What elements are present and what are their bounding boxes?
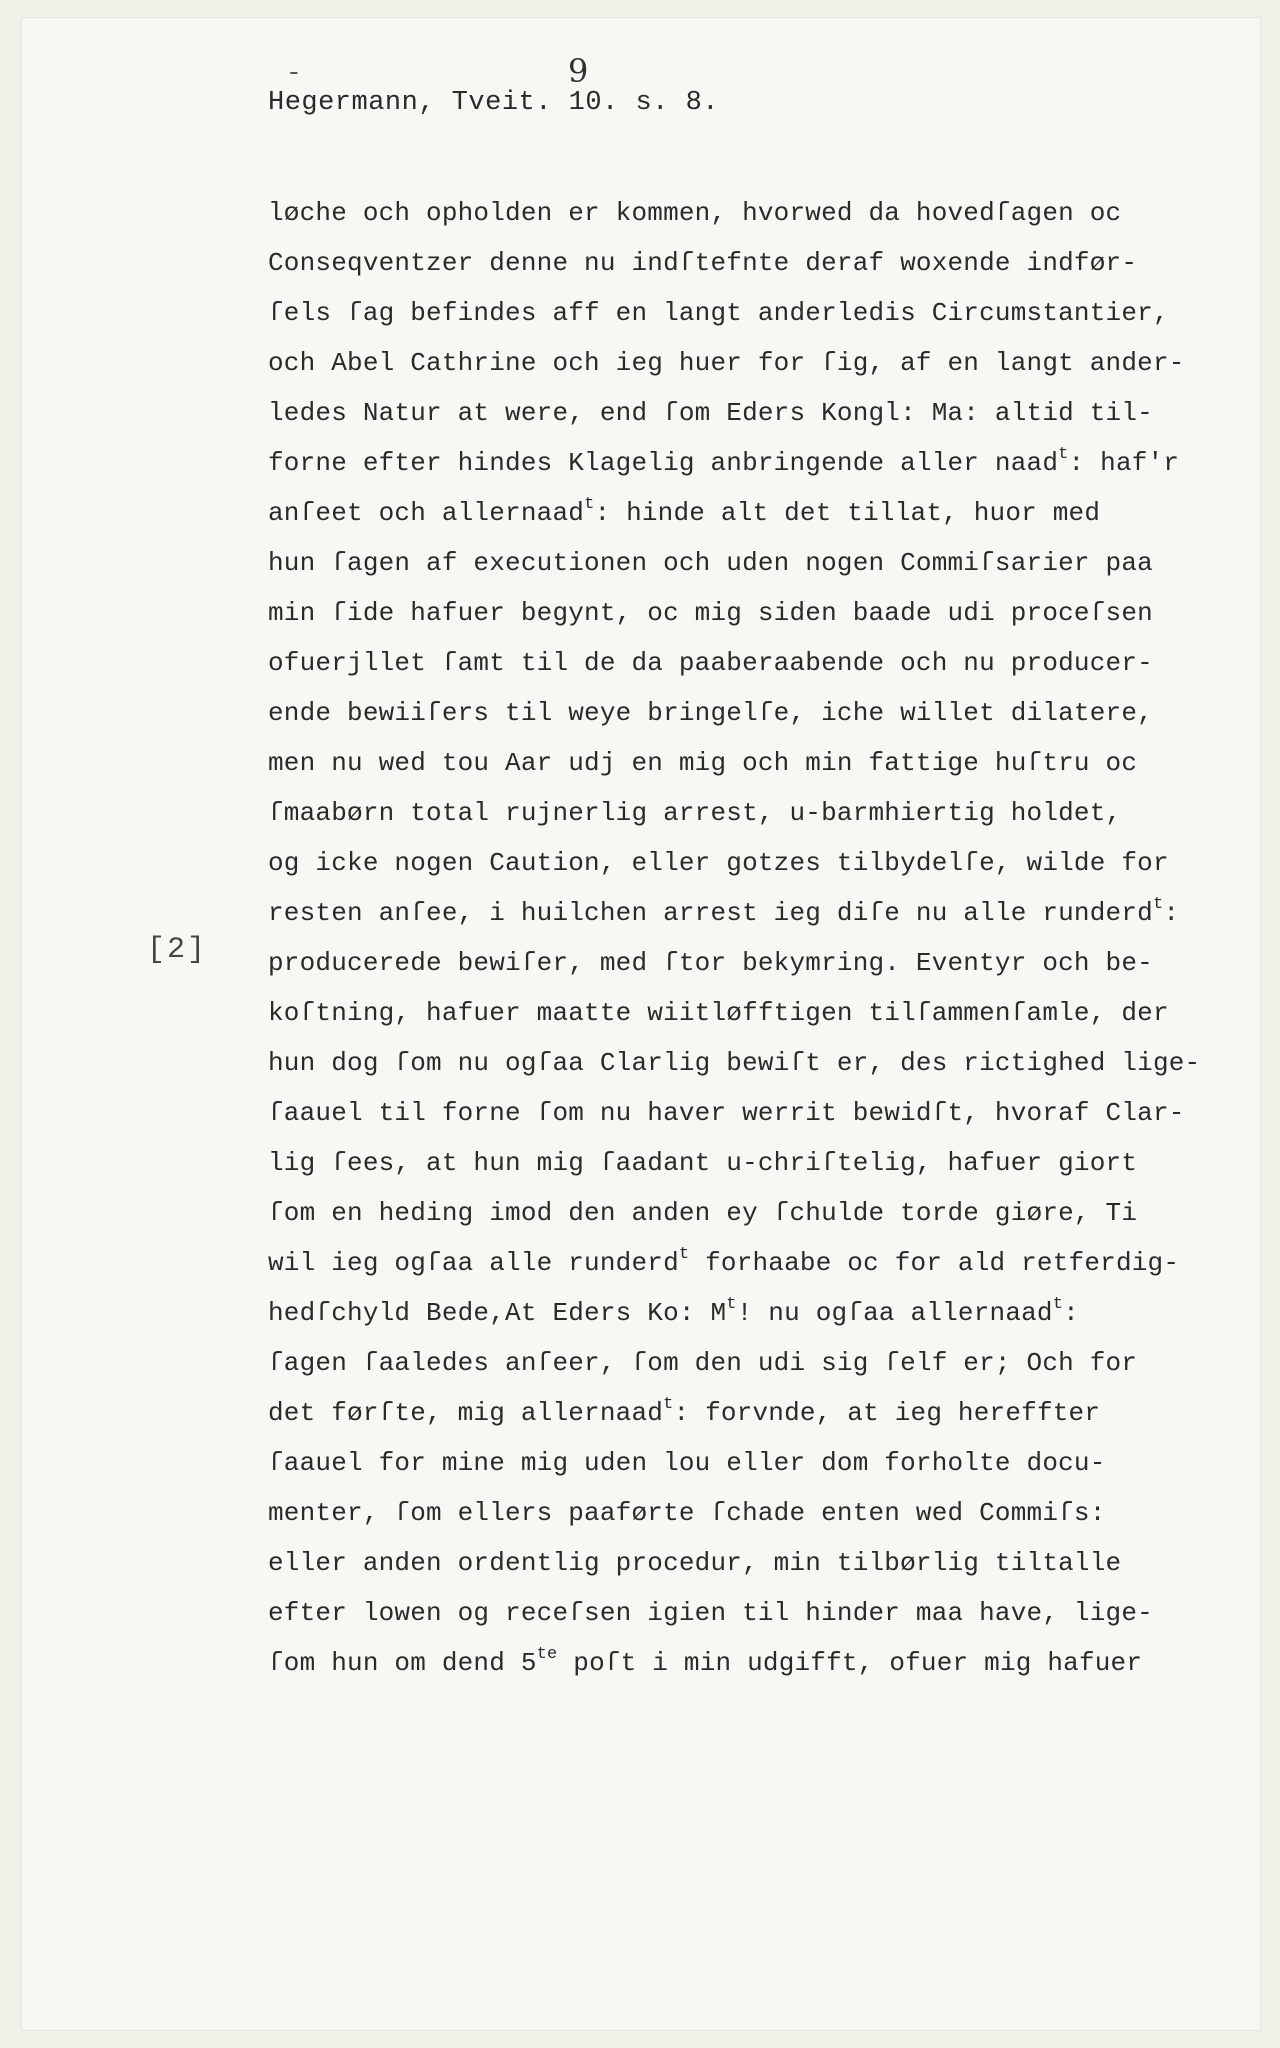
- line-text-continued: : forvnde, at ieg hereffter: [673, 1398, 1101, 1428]
- document-page: [22, 18, 1260, 2030]
- text-line: [268, 1338, 1148, 1388]
- line-text: ſmaabørn total rujnerlig arrest, u-barmhiertig holdet,: [268, 798, 1122, 828]
- text-line: [268, 1588, 1153, 1638]
- text-line: [268, 1288, 1148, 1338]
- line-text: ſaauel til forne ſom nu haver werrit bewidſt, hvoraf Clar-: [268, 1098, 1185, 1128]
- superscript: t: [663, 1395, 674, 1414]
- text-line: [268, 388, 1153, 438]
- line-text: producerede bewiſer, med ſtor bekymring. Eventyr och be-: [268, 948, 1153, 978]
- text-line: [268, 1238, 1180, 1288]
- line-text-continued: poſt i min udgifft, ofuer mig hafuer: [557, 1648, 1143, 1678]
- line-text: koſtning, hafuer maatte wiitløfftigen tilſammenſamle, der: [268, 998, 1169, 1028]
- line-text-continued: : hinde alt det tillat, huor med: [594, 498, 1101, 528]
- line-text: menter, ſom ellers paaførte ſchade enten wed Commiſs:: [268, 1498, 1106, 1528]
- line-text: ofuerjllet ſamt til de da paaberaabende och nu producer-: [268, 648, 1153, 678]
- line-text: ſels ſag befindes aff en langt anderledis Circumstantier,: [268, 298, 1169, 328]
- line-text-continued: :: [1163, 898, 1180, 928]
- line-text: forne efter hindes Klagelig anbringende aller naad: [268, 448, 1059, 478]
- line-text: och Abel Cathrine och ieg huer for ſig, af en langt ander-: [268, 348, 1185, 378]
- line-text: lig ſees, at hun mig ſaadant u-chriſtelig, hafuer giort: [268, 1148, 1138, 1178]
- line-text: ende bewiiſers til weye bringelſe, iche willet dilatere,: [268, 698, 1153, 728]
- line-text: ſom hun om dend 5: [268, 1648, 537, 1678]
- line-text: hun ſagen af executionen och uden nogen Commiſsarier paa: [268, 548, 1153, 578]
- line-text: men nu wed tou Aar udj en mig och min fattige huſtru oc: [268, 748, 1138, 778]
- text-line: [268, 438, 1180, 488]
- superscript: t: [1152, 895, 1164, 914]
- line-text: ſagen ſaaledes anſeer, ſom den udi sig ſelf er; Och for: [268, 1348, 1138, 1378]
- document-header: Hegermann, Tveit. 10. s. 8.: [268, 88, 719, 118]
- superscript: te: [536, 1645, 558, 1664]
- line-text-continued: : haf'r: [1068, 448, 1180, 478]
- text-line: [268, 188, 1148, 238]
- text-line: [268, 1188, 1148, 1238]
- line-text: anſeet och allernaad: [268, 498, 585, 528]
- line-text: ſaauel for mine mig uden lou eller dom forholte docu-: [268, 1448, 1106, 1478]
- text-line: [268, 1138, 1148, 1188]
- text-line: [268, 938, 1153, 988]
- margin-note: [2]: [147, 933, 208, 967]
- text-line: [268, 488, 1148, 538]
- text-line: [268, 838, 1169, 888]
- text-line: [268, 888, 1180, 938]
- text-line: [268, 1038, 1201, 1088]
- line-text: det førſte, mig allernaad: [268, 1398, 664, 1428]
- superscript: t: [726, 1295, 737, 1314]
- line-text: ledes Natur at were, end ſom Eders Kongl: Ma: altid til-: [268, 398, 1153, 428]
- text-line: [268, 1388, 1148, 1438]
- line-text: wil ieg ogſaa alle runderd: [268, 1248, 679, 1278]
- text-line: [268, 588, 1153, 638]
- dash-mark: -: [286, 58, 302, 88]
- text-line: [268, 288, 1169, 338]
- line-text: Conseqventzer denne nu indſtefnte deraf woxende indfør-: [268, 248, 1138, 278]
- text-line: [268, 1438, 1148, 1488]
- line-text-continued: :: [1063, 1298, 1079, 1328]
- body-text: [268, 188, 1201, 1688]
- superscript: t: [678, 1245, 690, 1264]
- superscript: t: [1058, 445, 1069, 464]
- line-text: hun dog ſom nu ogſaa Clarlig bewiſt er, des rictighed lige-: [268, 1048, 1201, 1078]
- text-line: [268, 238, 1148, 288]
- line-text: eller anden ordentlig procedur, min tilbørlig tiltalle: [268, 1548, 1122, 1578]
- text-line: [268, 638, 1153, 688]
- text-line: [268, 338, 1185, 388]
- text-line: [268, 688, 1153, 738]
- line-text: hedſchyld Bede,At Eders Ko: M: [268, 1298, 727, 1328]
- text-line: [268, 1538, 1148, 1588]
- line-text: min ſide hafuer begynt, oc mig siden baade udi proceſsen: [268, 598, 1153, 628]
- text-line: [268, 788, 1148, 838]
- page-number: 9: [568, 52, 589, 90]
- text-line: [268, 1638, 1148, 1688]
- line-text: og icke nogen Caution, eller gotzes tilbydelſe, wilde for: [268, 848, 1169, 878]
- superscript: t: [584, 495, 595, 514]
- text-line: [268, 1488, 1148, 1538]
- text-line: [268, 988, 1169, 1038]
- superscript: t: [1052, 1295, 1064, 1314]
- line-text: efter lowen og receſsen igien til hinder maa have, lige-: [268, 1598, 1153, 1628]
- text-line: [268, 538, 1153, 588]
- line-text: ſom en heding imod den anden ey ſchulde torde giøre, Ti: [268, 1198, 1138, 1228]
- text-line: [268, 738, 1148, 788]
- text-line: [268, 1088, 1185, 1138]
- line-text-continued: ! nu ogſaa allernaad: [736, 1298, 1053, 1328]
- line-text-continued: forhaabe oc for ald retferdig-: [689, 1248, 1180, 1278]
- line-text: løche och opholden er kommen, hvorwed da hovedſagen oc: [268, 198, 1122, 228]
- line-text: resten anſee, i huilchen arrest ieg diſe nu alle runderd: [268, 898, 1153, 928]
